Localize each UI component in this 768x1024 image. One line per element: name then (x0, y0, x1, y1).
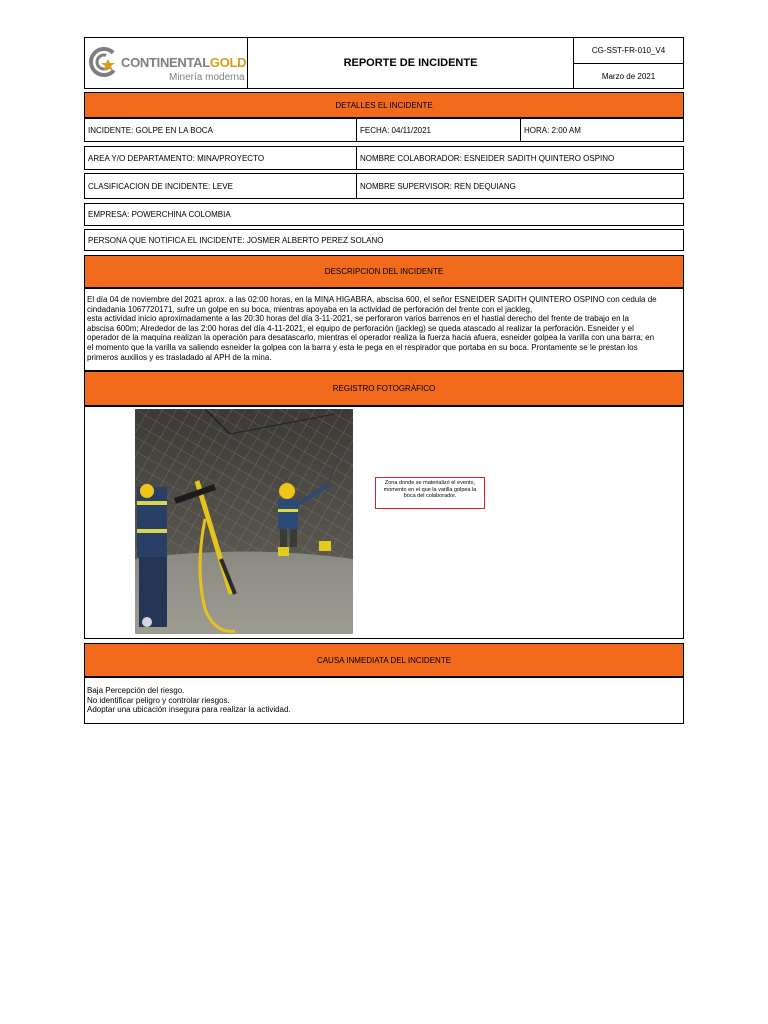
document-date: Marzo de 2021 (601, 71, 656, 81)
description-line: esta actividad inicio aproximadamente a las 20:30 horas del día 3-11-2021, se perforaron varios barrenos en el hastial derecho del frente de trabajo en la (87, 314, 629, 324)
description-line: operador de la maquina realizan la operación para desatascarlo, mientras el operador realiza la fuerza hacia afuera, esneider golpea la varilla con una barra; en (87, 333, 655, 343)
cause-box (84, 677, 684, 724)
logo-tagline: Minería moderna (169, 72, 245, 83)
collaborator-name: NOMBRE COLABORADOR: ESNEIDER SADITH QUINTERO OSPINO (360, 153, 615, 163)
supervisor-name: NOMBRE SUPERVISOR: REN DEQUIANG (360, 181, 516, 191)
cause-line: Adoptar una ubicación insegura para realizar la actividad. (87, 705, 291, 715)
cause-line: No identificar peligro y controlar riesgos. (87, 695, 230, 705)
notifier-field: PERSONA QUE NOTIFICA EL INCIDENTE: JOSMER ALBERTO PEREZ SOLANO (84, 229, 684, 251)
continental-gold-logo-icon (88, 46, 120, 78)
description-text (87, 295, 681, 362)
document-header (84, 37, 684, 89)
section-photos-header: REGISTRO FOTOGRÁFICO (84, 371, 684, 406)
document-code: CG-SST-FR-010_V4 (591, 46, 666, 55)
mine-tunnel-photo-icon (135, 409, 353, 634)
company-field: EMPRESA: POWERCHINA COLOMBIA (84, 203, 684, 226)
cause-text (87, 686, 681, 715)
incident-photo (135, 409, 353, 634)
description-line: cindadania 1067720171, sufre un golpe en su boca, mientras apoyaba en la actividad de perforación del frente con el jackleg, (87, 304, 533, 314)
description-line: el momento que la varilla va saliendo esneider la golpea con la barra y esta le pega en el respirador que portaba en su boca. Prontamente se le prestan los (87, 342, 638, 352)
area-department: AREA Y/O DEPARTAMENTO: MINA/PROYECTO (88, 153, 265, 163)
description-line: primeros auxilios y es trasladado al APH de la mina. (87, 352, 272, 362)
incident-row (84, 118, 684, 142)
logo-text-gold: GOLD (209, 55, 247, 70)
cause-line: Baja Percepción del riesgo. (87, 686, 185, 695)
section-cause-header: CAUSA INMEDIATA DEL INCIDENTE (84, 643, 684, 677)
incident-type: INCIDENTE: GOLPE EN LA BOCA (88, 125, 213, 135)
description-line: abscisa 600m; Alrededor de las 2:00 horas del día 4-11-2021, el equipo de perforación (jackleg) se queda atascado al realizar la perforación. Esneider y el (87, 323, 634, 333)
photo-box (84, 406, 684, 639)
area-row (84, 146, 684, 170)
incident-date: FECHA: 04/11/2021 (360, 125, 432, 135)
description-box (84, 288, 684, 371)
incident-time: HORA: 2:00 AM (524, 125, 581, 135)
incident-classification: CLASIFICACION DE INCIDENTE: LEVE (88, 181, 233, 191)
classification-row (84, 173, 684, 199)
section-description-header: DESCRIPCION DEL INCIDENTE (84, 255, 684, 288)
description-line: El día 04 de noviembre del 2021 aprox. a las 02:00 horas, en la MINA HIGABRA, abscisa 600, el señor ESNEIDER SADITH QUINTERO OSPINO con cedula de (87, 295, 657, 304)
company-logo (87, 42, 245, 86)
section-details-header: DETALLES EL INCIDENTE (84, 92, 684, 118)
photo-annotation: Zona donde se materializó el evento, momento en el que la varilla golpea la boca del colaborador. (375, 477, 485, 509)
logo-text-continental: CONTINENTAL (121, 55, 210, 70)
report-title: REPORTE DE INCIDENTE (343, 57, 478, 69)
